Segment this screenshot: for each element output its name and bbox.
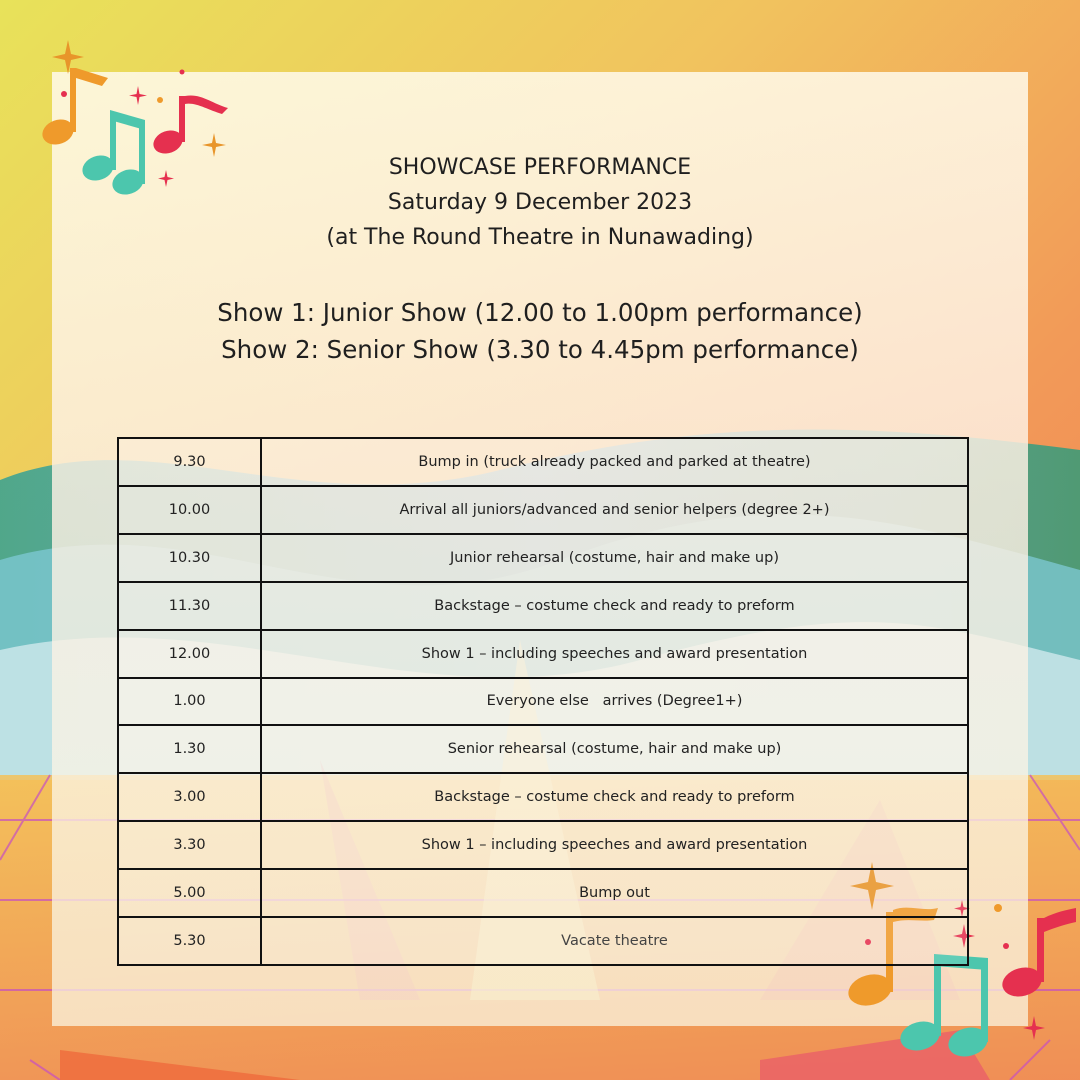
table-row: [118, 582, 968, 630]
table-row: [118, 486, 968, 534]
activity-cell: Bump in (truck already packed and parked at theatre): [261, 438, 968, 486]
table-row: [118, 773, 968, 821]
shows-block: [52, 294, 1028, 368]
time-cell: 9.30: [118, 438, 261, 486]
page-title: SHOWCASE PERFORMANCE: [388, 155, 692, 180]
schedule-table: [117, 437, 969, 966]
table-row: [118, 725, 968, 773]
time-cell: 1.30: [118, 725, 261, 773]
activity-cell: Arrival all juniors/advanced and senior helpers (degree 2+): [261, 486, 968, 534]
heading-block: [52, 150, 1028, 255]
time-cell: 3.30: [118, 821, 261, 869]
show-1-info: Show 1: Junior Show (12.00 to 1.00pm performance): [217, 298, 863, 327]
time-cell: 5.30: [118, 917, 261, 965]
event-date: Saturday 9 December 2023: [387, 190, 693, 215]
activity-cell: Junior rehearsal (costume, hair and make up): [261, 534, 968, 582]
table-row: [118, 821, 968, 869]
table-row: [118, 917, 968, 965]
activity-cell: Everyone else arrives (Degree1+): [261, 678, 968, 726]
activity-cell: Bump out: [261, 869, 968, 917]
activity-cell: Backstage – costume check and ready to preform: [261, 773, 968, 821]
time-cell: 10.30: [118, 534, 261, 582]
time-cell: 10.00: [118, 486, 261, 534]
activity-cell: Vacate theatre: [261, 917, 968, 965]
activity-cell: Show 1 – including speeches and award presentation: [261, 821, 968, 869]
table-row: [118, 438, 968, 486]
table-row: [118, 869, 968, 917]
table-row: [118, 534, 968, 582]
time-cell: 3.00: [118, 773, 261, 821]
time-cell: 12.00: [118, 630, 261, 678]
table-row: [118, 630, 968, 678]
activity-cell: Senior rehearsal (costume, hair and make up): [261, 725, 968, 773]
time-cell: 1.00: [118, 678, 261, 726]
time-cell: 11.30: [118, 582, 261, 630]
event-venue: (at The Round Theatre in Nunawading): [326, 225, 754, 250]
activity-cell: Backstage – costume check and ready to preform: [261, 582, 968, 630]
time-cell: 5.00: [118, 869, 261, 917]
show-2-info: Show 2: Senior Show (3.30 to 4.45pm performance): [221, 335, 859, 364]
activity-cell: Show 1 – including speeches and award presentation: [261, 630, 968, 678]
table-row: [118, 678, 968, 726]
